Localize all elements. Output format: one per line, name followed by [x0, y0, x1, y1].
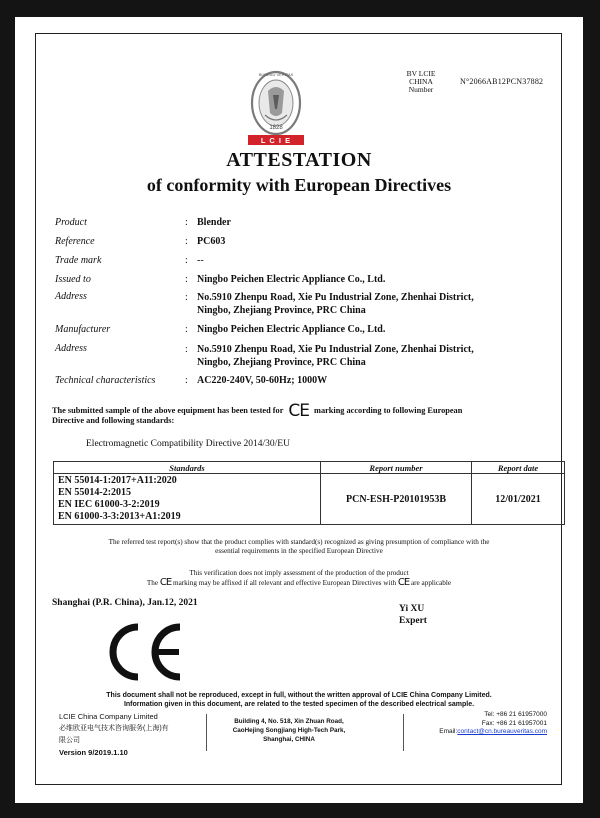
- disclaimer-line: This document shall not be reproduced, except in full, without the written approval of LCIE China Company Limited.: [106, 692, 492, 699]
- email-label: Email:: [439, 728, 458, 735]
- disclaimer: [15, 691, 583, 709]
- standard-item: EN IEC 61000-3-2:2019: [58, 499, 160, 510]
- footer-company: [59, 711, 169, 759]
- logo-year: 1828: [269, 125, 283, 131]
- table-header-row: [54, 462, 565, 474]
- ce-mark-icon: [103, 621, 187, 683]
- field-colon: :: [185, 344, 188, 355]
- field-colon: :: [185, 255, 188, 266]
- phone-number: Tel: +86 21 61957000: [484, 711, 547, 718]
- standard-item: EN 61000-3-3:2013+A1:2019: [58, 511, 181, 522]
- certificate-page: [15, 17, 583, 803]
- field-value-trade-mark: --: [197, 255, 204, 266]
- field-colon: :: [185, 217, 188, 228]
- field-value-product: Blender: [197, 217, 231, 228]
- note-text: The: [146, 579, 159, 587]
- referred-note: [15, 538, 583, 556]
- field-colon: :: [185, 324, 188, 335]
- ce-inline-mark: CE: [397, 577, 410, 588]
- field-label-reference: Reference: [55, 236, 95, 247]
- column-header-report-number: Report number: [321, 462, 472, 474]
- report-date-cell: 12/01/2021: [472, 474, 565, 525]
- tested-statement: [52, 401, 552, 426]
- reference-label: [403, 70, 439, 94]
- address-line: Building 4, No. 518, Xin Zhuan Road,: [234, 718, 344, 725]
- standard-item: EN 55014-2:2015: [58, 487, 132, 498]
- field-label-technical: Technical characteristics: [55, 375, 156, 386]
- field-label-issued-to: Issued to: [55, 274, 91, 285]
- signatory: [399, 603, 427, 627]
- page-title: ATTESTATION: [226, 149, 372, 171]
- field-value-technical: AC220-240V, 50-60Hz; 1000W: [197, 375, 328, 386]
- company-name-cn: 限公司: [59, 737, 80, 744]
- company-name-cn: 必维欧亚电气技术咨询服务(上海)有: [59, 725, 169, 732]
- ce-inline-mark: CE: [288, 401, 309, 421]
- address-line: No.5910 Zhenpu Road, Xie Pu Industrial Zone, Zhenhai District,: [197, 344, 474, 355]
- disclaimer-line: Information given in this document, are related to the tested specimen of the described electrical sample.: [123, 701, 475, 708]
- standards-cell: [54, 474, 321, 525]
- standards-table: [53, 461, 565, 525]
- reference-label-line: Number: [408, 85, 434, 94]
- field-colon: :: [185, 292, 188, 303]
- footer-divider: [403, 714, 404, 751]
- field-label-product: Product: [55, 217, 87, 228]
- reference-label-line: CHINA: [409, 77, 433, 86]
- footer-divider: [206, 714, 207, 751]
- address-line: Ningbo, Zhejiang Province, PRC China: [197, 357, 366, 368]
- ce-marking-note: [15, 578, 583, 588]
- company-name: LCIE China Company Limited: [59, 712, 158, 721]
- bureau-veritas-logo: [246, 69, 306, 149]
- address-line: Ningbo, Zhejiang Province, PRC China: [197, 305, 366, 316]
- column-header-report-date: Report date: [472, 462, 565, 474]
- field-value-manufacturer: Ningbo Peichen Electric Appliance Co., Ltd.: [197, 324, 386, 335]
- logo-ring-text: BUREAU VERITAS: [258, 72, 294, 77]
- field-label-trade-mark: Trade mark: [55, 255, 102, 266]
- reference-label-line: BV LCIE: [406, 69, 436, 78]
- field-colon: :: [185, 375, 188, 386]
- field-label-address: Address: [55, 291, 87, 302]
- table-row: [54, 474, 565, 525]
- ce-inline-mark: CE: [159, 577, 172, 588]
- address-line: No.5910 Zhenpu Road, Xie Pu Industrial Zone, Zhenhai District,: [197, 292, 474, 303]
- verification-note: This verification does not imply assessment of the production of the product: [189, 569, 409, 577]
- field-value-manufacturer-address: [197, 343, 474, 369]
- report-number-cell: PCN-ESH-P20101953B: [321, 474, 472, 525]
- field-colon: :: [185, 236, 188, 247]
- email-row: [413, 728, 547, 737]
- field-value-issued-to: Ningbo Peichen Electric Appliance Co., Ltd.: [197, 274, 386, 285]
- email-link[interactable]: contact@cn.bureauveritas.com: [457, 728, 547, 735]
- statement-text: marking according to following European: [314, 406, 463, 415]
- field-value-address: [197, 291, 474, 317]
- note-text: marking may be affixed if all relevant and effective European Directives with: [173, 579, 397, 587]
- field-colon: :: [185, 274, 188, 285]
- address-line: Shanghai, CHINA: [263, 736, 315, 743]
- place-date: Shanghai (P.R. China), Jan.12, 2021: [52, 598, 198, 608]
- signatory-title: Expert: [399, 616, 427, 626]
- fax-number: Fax: +86 21 61957001: [481, 719, 547, 727]
- address-line: CaoHejing Songjiang High-Tech Park,: [232, 727, 346, 734]
- directive-name: Electromagnetic Compatibility Directive 2014/30/EU: [86, 439, 290, 449]
- footer-address: [219, 717, 359, 744]
- reference-number: N°2066AB12PCN37882: [460, 77, 544, 86]
- field-label-address: Address: [55, 343, 87, 354]
- ce-mark-large: [103, 621, 187, 683]
- footer-contact: [413, 711, 547, 737]
- note-line: The referred test report(s) show that the product complies with standard(s) recognized as giving presumption of compliance with the: [108, 538, 490, 546]
- standard-item: EN 55014-1:2017+A11:2020: [58, 475, 177, 486]
- statement-text: The submitted sample of the above equipment has been tested for: [52, 406, 284, 415]
- column-header-standards: Standards: [54, 462, 321, 474]
- logo-banner-text: L C I E: [260, 136, 292, 145]
- signatory-name: Yi XU: [399, 604, 425, 614]
- note-text: are applicable: [410, 579, 452, 587]
- field-value-reference: PC603: [197, 236, 226, 247]
- page-subtitle: of conformity with European Directives: [146, 175, 452, 195]
- statement-text: Directive and following standards:: [52, 416, 175, 425]
- note-line: essential requirements in the specified European Directive: [215, 547, 383, 555]
- document-version: Version 9/2019.1.10: [59, 748, 128, 757]
- field-label-manufacturer: Manufacturer: [55, 324, 111, 335]
